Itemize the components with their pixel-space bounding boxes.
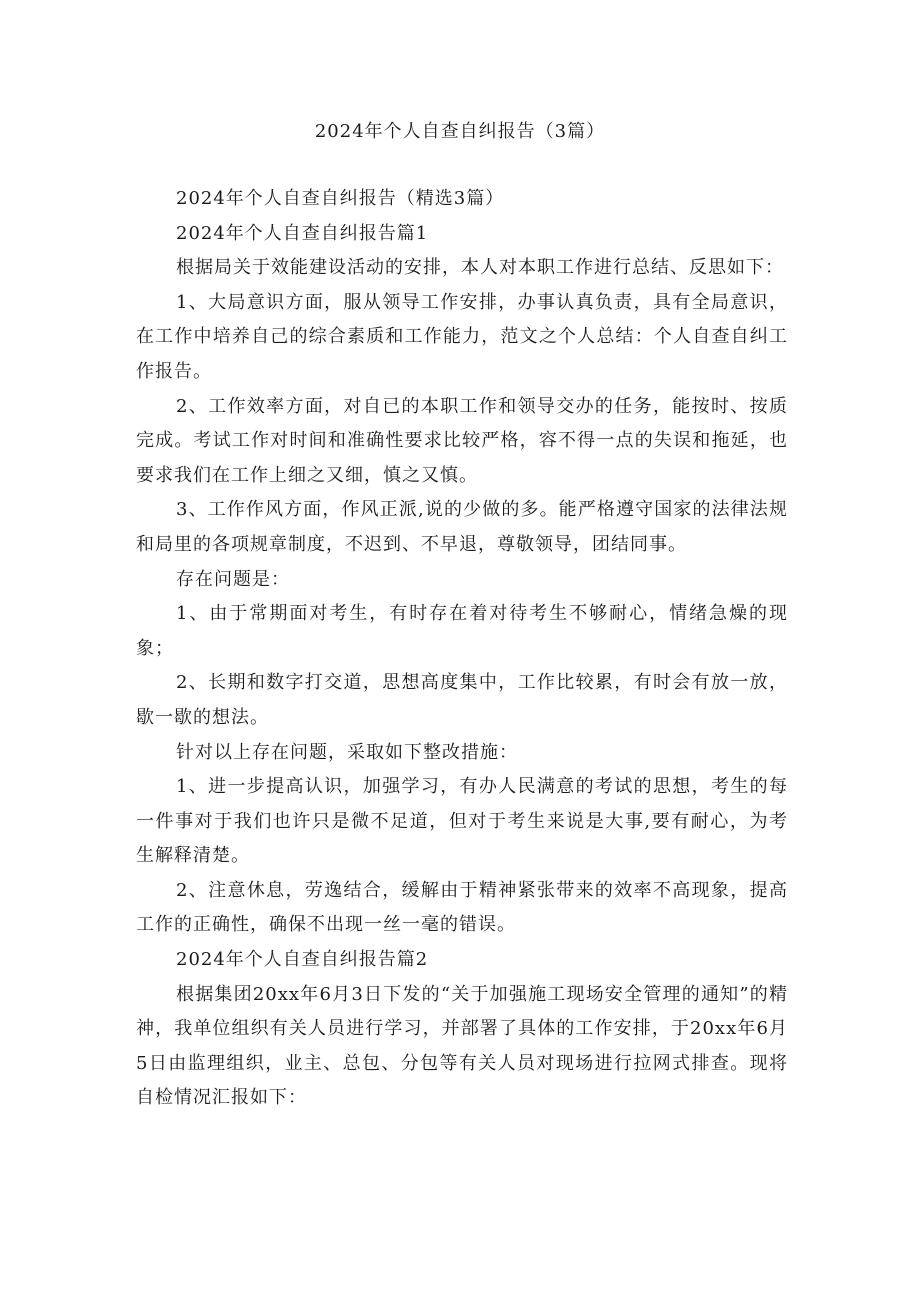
paragraph: 1、进一步提高认识，加强学习，有办人民满意的考试的思想，考生的每一件事对于我们也许只是微不足道，但对于考生来说是大事,要有耐心，为考生解释清楚。: [136, 776, 788, 867]
paragraph: 3、工作作风方面，作风正派,说的少做的多。能严格遵守国家的法律法规和局里的各项规章制度，不迟到、不早退，尊敬领导，团结同事。: [136, 499, 788, 555]
paragraph: 1、由于常期面对考生，有时存在着对待考生不够耐心，情绪急燥的现象；: [136, 603, 788, 659]
paragraph: 存在问题是：: [176, 568, 290, 590]
section-heading-1: 2024年个人自查自纠报告篇1: [176, 222, 429, 244]
document-body: [136, 182, 788, 1116]
section-heading-2: 2024年个人自查自纠报告篇2: [176, 949, 429, 971]
paragraph: 根据局关于效能建设活动的安排，本人对本职工作进行总结、反思如下：: [176, 257, 784, 279]
paragraph: 2、工作效率方面，对自已的本职工作和领导交办的任务，能按时、按质完成。考试工作对时间和准确性要求比较严格，容不得一点的失误和拖延，也要求我们在工作上细之又细，慎之又慎。: [136, 395, 788, 486]
paragraph: 针对以上存在问题，采取如下整改措施：: [176, 741, 518, 763]
document-title: 2024年个人自查自纠报告（3篇）: [314, 121, 606, 142]
paragraph: 2、注意休息，劳逸结合，缓解由于精神紧张带来的效率不高现象，提高工作的正确性，确保不出现一丝一毫的错误。: [136, 879, 788, 936]
paragraph: 2、长期和数字打交道，思想高度集中，工作比较累，有时会有放一放，歇一歇的想法。: [136, 672, 788, 728]
paragraph: 1、大局意识方面，服从领导工作安排，办事认真负责，具有全局意识，在工作中培养自己的综合素质和工作能力，范文之个人总结：个人自查自纠工作报告。: [136, 291, 788, 382]
paragraph: 根据集团20xx年6月3日下发的“关于加强施工现场安全管理的通知”的精神，我单位组织有关人员进行学习，并部署了具体的工作安排，于20xx年6月5日由监理组织，业主、总包、分包等有关人员对现场进行拉网式排查。现将自检情况汇报如下：: [136, 983, 788, 1109]
subtitle: 2024年个人自查自纠报告（精选3篇）: [176, 188, 505, 209]
